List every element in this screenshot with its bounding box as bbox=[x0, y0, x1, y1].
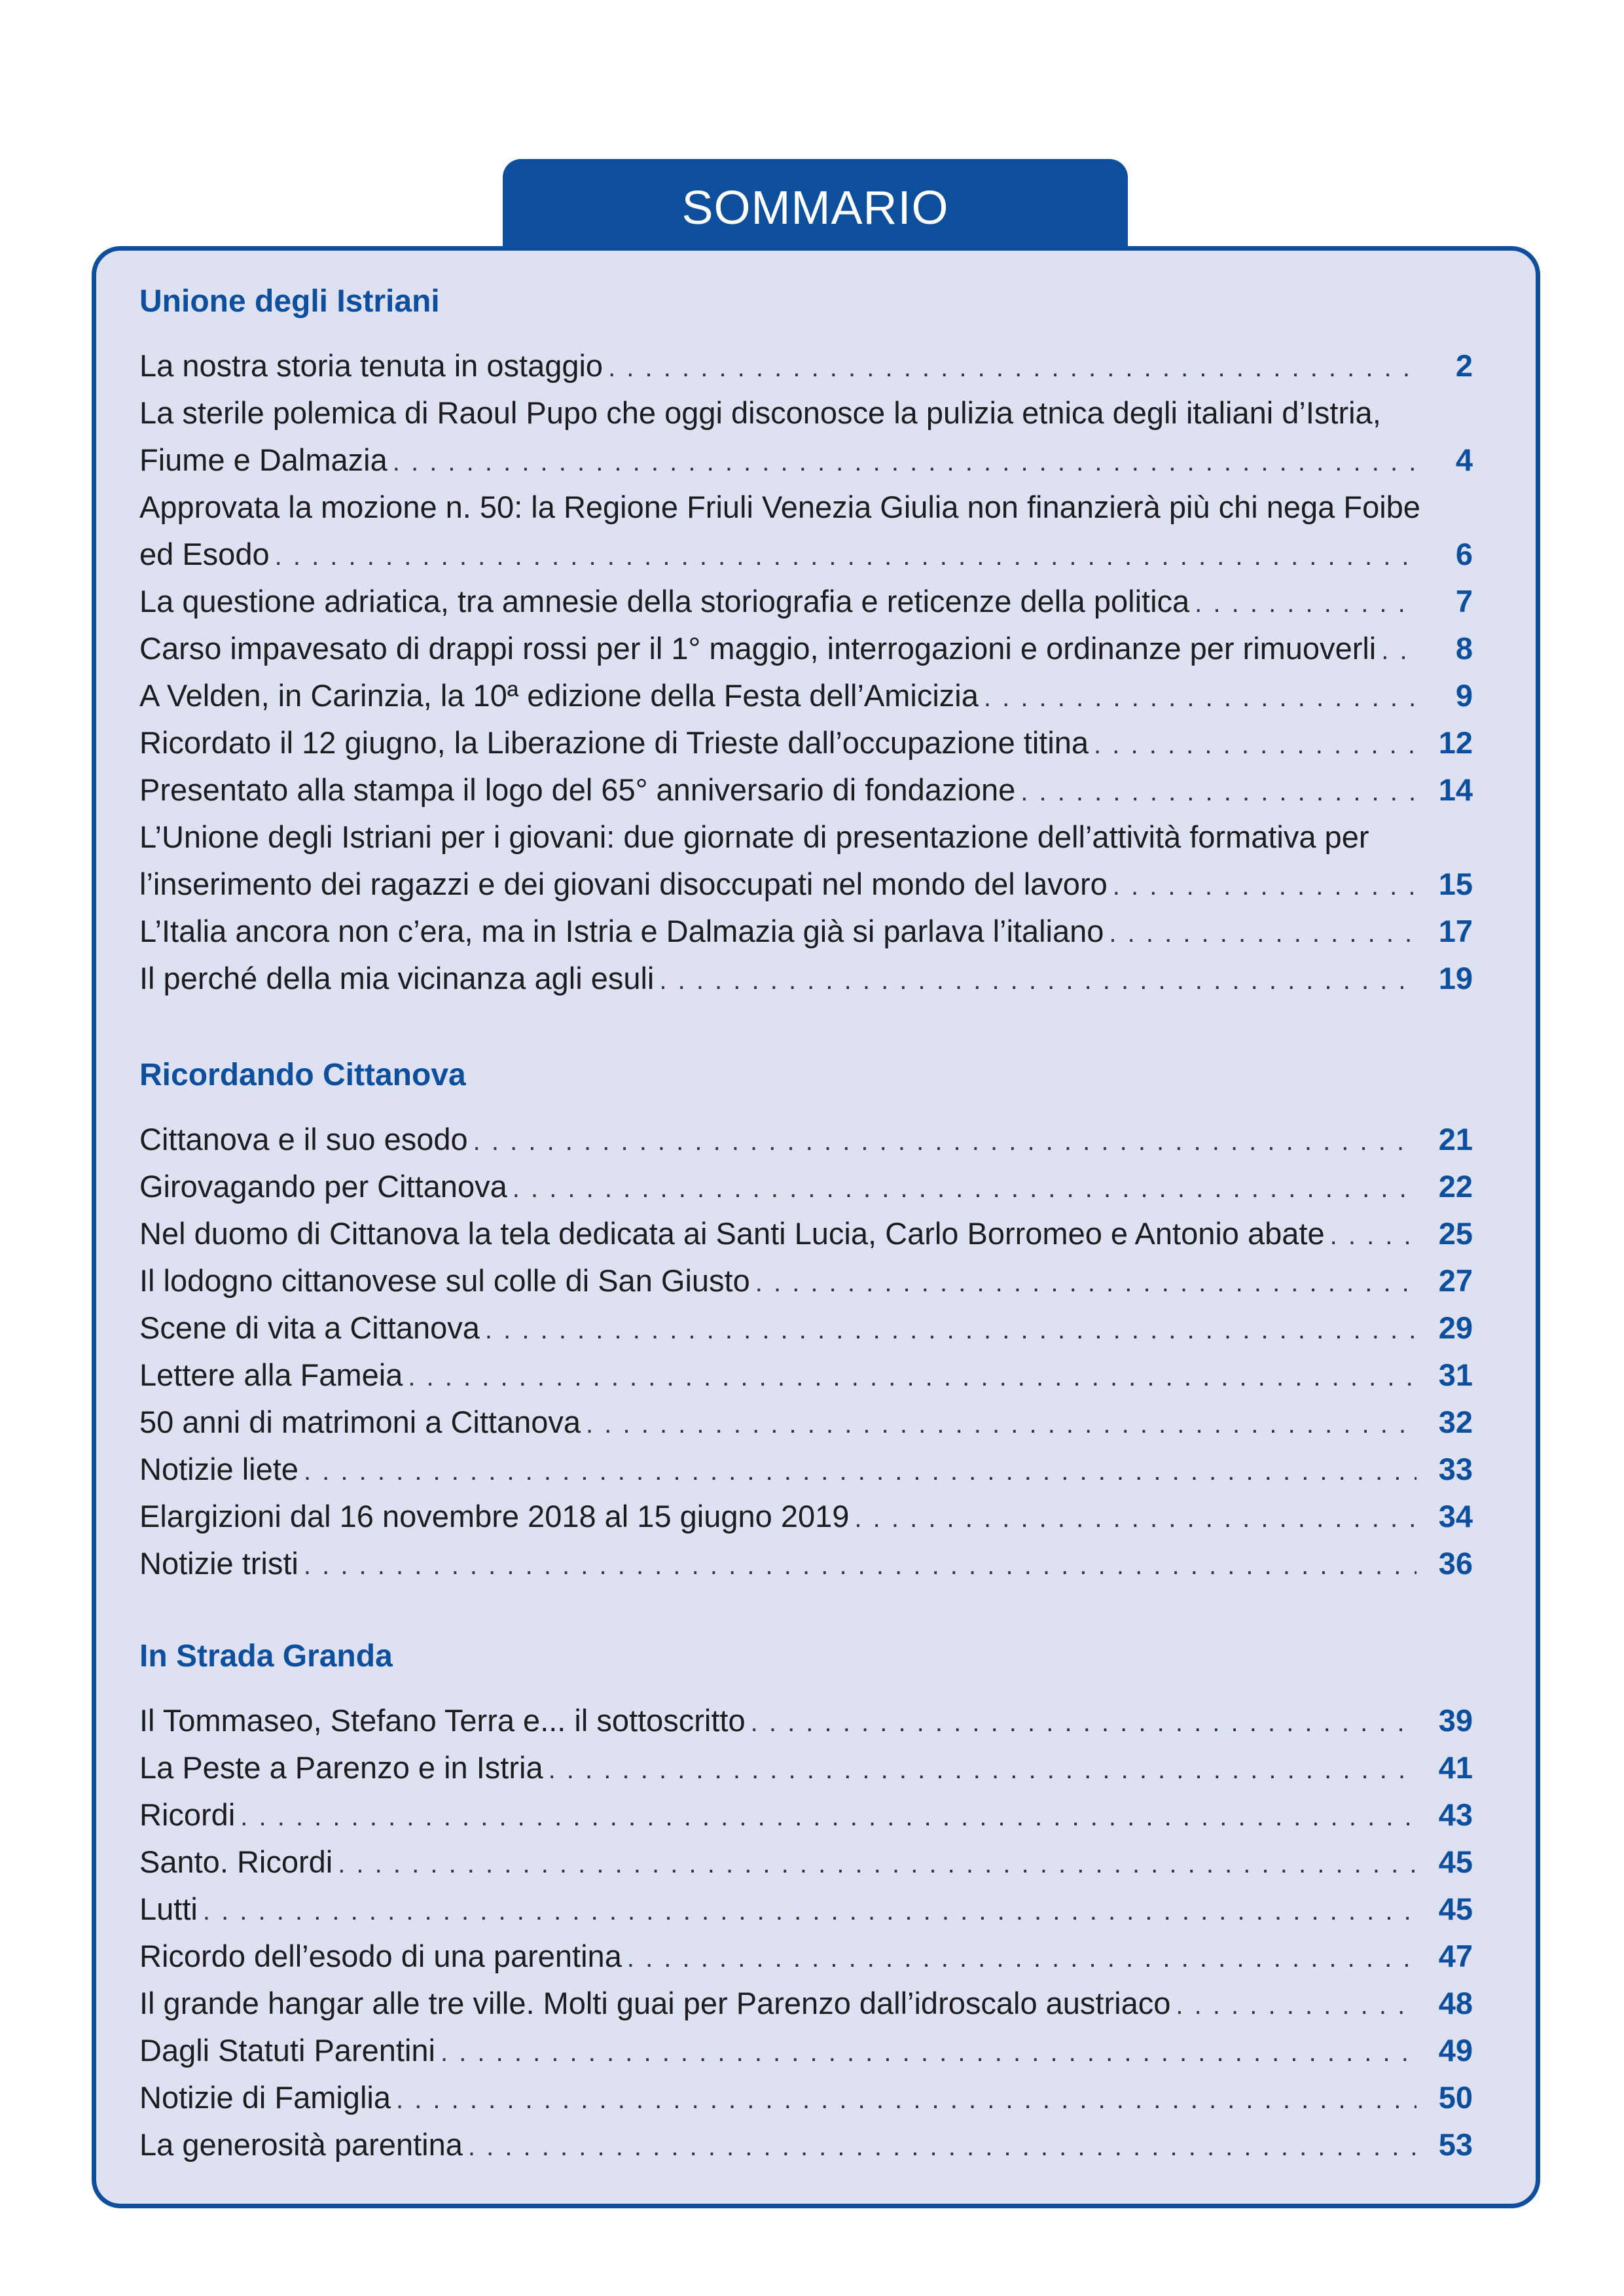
page-number: 48 bbox=[1438, 1986, 1473, 2020]
toc-entry-title: L’Italia ancora non c’era, ma in Istria e Dalmazia già si parlava l’italiano bbox=[139, 914, 1104, 948]
toc-entry-title-line: L’Unione degli Istriani per i giovani: due giornate di presentazione dell’attività formativa per bbox=[139, 819, 1369, 854]
toc-entry-row bbox=[139, 1210, 1473, 1259]
page-number: 21 bbox=[1438, 1122, 1473, 1157]
page-number: 31 bbox=[1438, 1357, 1473, 1392]
toc-entry-row bbox=[139, 1839, 1473, 1888]
toc-entry-title: Lettere alla Fameia bbox=[139, 1357, 403, 1392]
page-number: 36 bbox=[1438, 1546, 1473, 1581]
toc-entry[interactable] bbox=[139, 578, 1473, 627]
toc-entry-title: Il lodogno cittanovese sul colle di San Giusto bbox=[139, 1263, 750, 1298]
toc-entry-row bbox=[139, 766, 1473, 816]
toc-entry-row bbox=[139, 719, 1473, 768]
page-number: 45 bbox=[1438, 1844, 1473, 1879]
toc-entry-row bbox=[139, 531, 1473, 580]
toc-entry-row bbox=[139, 1697, 1473, 1746]
dot-leader bbox=[338, 1840, 1416, 1888]
dot-leader bbox=[393, 439, 1416, 486]
toc-entry[interactable] bbox=[139, 1399, 1473, 1448]
page-number: 6 bbox=[1455, 537, 1473, 571]
toc-entry-row bbox=[139, 861, 1473, 910]
toc-entry[interactable] bbox=[139, 719, 1473, 768]
dot-leader bbox=[1020, 768, 1416, 816]
section-heading: Ricordando Cittanova bbox=[139, 1058, 466, 1092]
section-heading: Unione degli Istriani bbox=[139, 284, 440, 319]
page-title: SOMMARIO bbox=[503, 159, 1128, 252]
toc-entry-row bbox=[139, 2074, 1473, 2123]
page-number: 22 bbox=[1438, 1169, 1473, 1204]
toc-entry-title: Ricordo dell’esodo di una parentina bbox=[139, 1939, 622, 1973]
page-number: 27 bbox=[1438, 1263, 1473, 1298]
toc-entry[interactable] bbox=[139, 1304, 1473, 1354]
toc-entry-title: A Velden, in Carinzia, la 10ª edizione della Festa dell’Amicizia bbox=[139, 678, 979, 713]
toc-entry-row bbox=[139, 625, 1473, 674]
toc-entry-title: ed Esodo bbox=[139, 537, 270, 571]
toc-entry-title: Nel duomo di Cittanova la tela dedicata ai Santi Lucia, Carlo Borromeo e Antonio abate bbox=[139, 1216, 1325, 1251]
toc-entry-title: l’inserimento dei ragazzi e dei giovani disoccupati nel mondo del lavoro bbox=[139, 867, 1108, 901]
toc-entry[interactable] bbox=[139, 1352, 1473, 1401]
page-number: 32 bbox=[1438, 1405, 1473, 1439]
dot-leader bbox=[240, 1793, 1416, 1840]
page-number: 14 bbox=[1438, 772, 1473, 807]
page-number: 45 bbox=[1438, 1892, 1473, 1926]
dot-leader bbox=[608, 344, 1416, 391]
table-of-contents bbox=[92, 246, 1540, 2208]
toc-entry-title: La generosità parentina bbox=[139, 2127, 463, 2162]
toc-entry-row bbox=[139, 1116, 1473, 1165]
toc-entry-row bbox=[139, 1352, 1473, 1401]
toc-entry-title: Cittanova e il suo esodo bbox=[139, 1122, 468, 1157]
dot-leader bbox=[203, 1888, 1416, 1935]
toc-entry-row bbox=[139, 1886, 1473, 1935]
toc-entry-title-line: Approvata la mozione n. 50: la Regione Friuli Venezia Giulia non finanzierà più chi nega Foibe bbox=[139, 490, 1420, 524]
toc-entry[interactable] bbox=[139, 625, 1473, 674]
toc-entry-title: La Peste a Parenzo e in Istria bbox=[139, 1750, 543, 1785]
dot-leader bbox=[304, 1542, 1416, 1589]
toc-entry[interactable] bbox=[139, 1116, 1473, 1165]
toc-entry-title: Ricordato il 12 giugno, la Liberazione di Trieste dall’occupazione titina bbox=[139, 725, 1089, 760]
dot-leader bbox=[396, 2076, 1416, 2123]
page-number: 41 bbox=[1438, 1750, 1473, 1785]
toc-entry-row bbox=[139, 1744, 1473, 1793]
toc-entry[interactable] bbox=[139, 1493, 1473, 1542]
toc-entry-title: Presentato alla stampa il logo del 65° anniversario di fondazione bbox=[139, 772, 1016, 807]
dot-leader bbox=[513, 1165, 1416, 1212]
toc-entry-title: Scene di vita a Cittanova bbox=[139, 1310, 480, 1345]
toc-entry-row bbox=[139, 342, 1473, 391]
section-heading: In Strada Granda bbox=[139, 1639, 393, 1674]
dot-leader bbox=[1381, 627, 1416, 674]
toc-entry-row bbox=[139, 672, 1473, 721]
page-number: 53 bbox=[1438, 2127, 1473, 2162]
dot-leader bbox=[549, 1746, 1416, 1793]
toc-entry-row bbox=[139, 955, 1473, 1004]
toc-entry-row bbox=[139, 1257, 1473, 1306]
toc-entry-row bbox=[139, 2027, 1473, 2076]
dot-leader bbox=[485, 1306, 1416, 1354]
toc-entry-title: Notizie di Famiglia bbox=[139, 2080, 391, 2115]
toc-entry[interactable] bbox=[139, 484, 1473, 580]
toc-entry[interactable] bbox=[139, 1446, 1473, 1495]
toc-entry[interactable] bbox=[139, 955, 1473, 1004]
dot-leader bbox=[1094, 721, 1416, 768]
toc-entry-row bbox=[139, 1446, 1473, 1495]
page-number: 29 bbox=[1438, 1310, 1473, 1345]
toc-entry[interactable] bbox=[139, 2074, 1473, 2123]
toc-entry-row bbox=[139, 1304, 1473, 1354]
page-number: 8 bbox=[1455, 631, 1473, 666]
toc-entry[interactable] bbox=[139, 1933, 1473, 1982]
dot-leader bbox=[275, 533, 1416, 580]
toc-entry-title: 50 anni di matrimoni a Cittanova bbox=[139, 1405, 581, 1439]
toc-entry-title: La questione adriatica, tra amnesie della storiografia e reticenze della politica bbox=[139, 584, 1190, 619]
toc-entry-title: Il grande hangar alle tre ville. Molti guai per Parenzo dall’idroscalo austriaco bbox=[139, 1986, 1171, 2020]
page-number: 4 bbox=[1455, 442, 1473, 477]
dot-leader bbox=[1109, 910, 1416, 957]
toc-entry-title: Notizie tristi bbox=[139, 1546, 298, 1581]
toc-entry-title-line: La sterile polemica di Raoul Pupo che oggi disconosce la pulizia etnica degli italiani d’Istria, bbox=[139, 395, 1381, 430]
toc-entry-title: Notizie liete bbox=[139, 1452, 298, 1486]
page-number: 25 bbox=[1438, 1216, 1473, 1251]
page-number: 39 bbox=[1438, 1703, 1473, 1738]
toc-entry-title: Elargizioni dal 16 novembre 2018 al 15 giugno 2019 bbox=[139, 1499, 850, 1534]
page-number: 34 bbox=[1438, 1499, 1473, 1534]
toc-entry-row bbox=[139, 1933, 1473, 1982]
dot-leader bbox=[408, 1354, 1416, 1401]
dot-leader bbox=[468, 2123, 1416, 2170]
toc-entry-title: Santo. Ricordi bbox=[139, 1844, 333, 1879]
toc-entry-row bbox=[139, 1791, 1473, 1840]
toc-entry-row bbox=[139, 1163, 1473, 1212]
toc-entry-row bbox=[139, 1399, 1473, 1448]
dot-leader bbox=[1330, 1212, 1416, 1259]
page-number: 47 bbox=[1438, 1939, 1473, 1973]
toc-entry[interactable] bbox=[139, 1791, 1473, 1840]
toc-entry[interactable] bbox=[139, 2027, 1473, 2076]
toc-entry-row bbox=[139, 2121, 1473, 2170]
dot-leader bbox=[627, 1935, 1416, 1982]
toc-entry-row bbox=[139, 1493, 1473, 1542]
toc-entry[interactable] bbox=[139, 1257, 1473, 1306]
page-number: 19 bbox=[1438, 961, 1473, 996]
toc-entry-title: Carso impavesato di drappi rossi per il 1° maggio, interrogazioni e ordinanze per rimuoverli bbox=[139, 631, 1377, 666]
dot-leader bbox=[441, 2029, 1416, 2076]
page-number: 9 bbox=[1455, 678, 1473, 713]
toc-entry[interactable] bbox=[139, 1163, 1473, 1212]
page-number: 33 bbox=[1438, 1452, 1473, 1486]
dot-leader bbox=[659, 957, 1416, 1004]
page-number: 7 bbox=[1455, 584, 1473, 619]
dot-leader bbox=[304, 1448, 1416, 1495]
toc-entry-title: Fiume e Dalmazia bbox=[139, 442, 388, 477]
dot-leader bbox=[984, 674, 1416, 721]
toc-entry[interactable] bbox=[139, 1210, 1473, 1259]
page-number: 17 bbox=[1438, 914, 1473, 948]
toc-entry[interactable] bbox=[139, 766, 1473, 816]
toc-entry[interactable] bbox=[139, 342, 1473, 391]
toc-entry-title: Ricordi bbox=[139, 1797, 236, 1832]
toc-entry-row bbox=[139, 1540, 1473, 1589]
page-number: 2 bbox=[1455, 348, 1473, 383]
toc-entry-title: La nostra storia tenuta in ostaggio bbox=[139, 348, 604, 383]
page-number: 15 bbox=[1438, 867, 1473, 901]
toc-entry[interactable] bbox=[139, 1980, 1473, 2029]
toc-entry[interactable] bbox=[139, 1886, 1473, 1935]
page-number: 50 bbox=[1438, 2080, 1473, 2115]
toc-entry-row bbox=[139, 908, 1473, 957]
page-number: 49 bbox=[1438, 2033, 1473, 2068]
toc-entry-row bbox=[139, 578, 1473, 627]
toc-entry-row bbox=[139, 437, 1473, 486]
toc-entry[interactable] bbox=[139, 1697, 1473, 1746]
toc-entry[interactable] bbox=[139, 814, 1473, 910]
toc-entry[interactable] bbox=[139, 908, 1473, 957]
toc-entry-title: Lutti bbox=[139, 1892, 198, 1926]
dot-leader bbox=[1113, 863, 1416, 910]
toc-entry[interactable] bbox=[139, 389, 1473, 486]
dot-leader bbox=[755, 1259, 1416, 1306]
toc-entry[interactable] bbox=[139, 2121, 1473, 2170]
page-number: 12 bbox=[1438, 725, 1473, 760]
toc-entry-title: Dagli Statuti Parentini bbox=[139, 2033, 435, 2068]
toc-entry-title: Il Tommaseo, Stefano Terra e... il sottoscritto bbox=[139, 1703, 746, 1738]
dot-leader bbox=[473, 1118, 1416, 1165]
dot-leader bbox=[1195, 580, 1416, 627]
toc-entry[interactable] bbox=[139, 1540, 1473, 1589]
toc-entry-row bbox=[139, 1980, 1473, 2029]
toc-entry[interactable] bbox=[139, 1744, 1473, 1793]
toc-entry[interactable] bbox=[139, 1839, 1473, 1888]
toc-entry-title: Il perché della mia vicinanza agli esuli bbox=[139, 961, 655, 996]
dot-leader bbox=[1176, 1982, 1416, 2029]
page-number: 43 bbox=[1438, 1797, 1473, 1832]
dot-leader bbox=[854, 1495, 1416, 1542]
dot-leader bbox=[586, 1401, 1416, 1448]
dot-leader bbox=[751, 1699, 1416, 1746]
toc-entry[interactable] bbox=[139, 672, 1473, 721]
toc-entry-title: Girovagando per Cittanova bbox=[139, 1169, 507, 1204]
